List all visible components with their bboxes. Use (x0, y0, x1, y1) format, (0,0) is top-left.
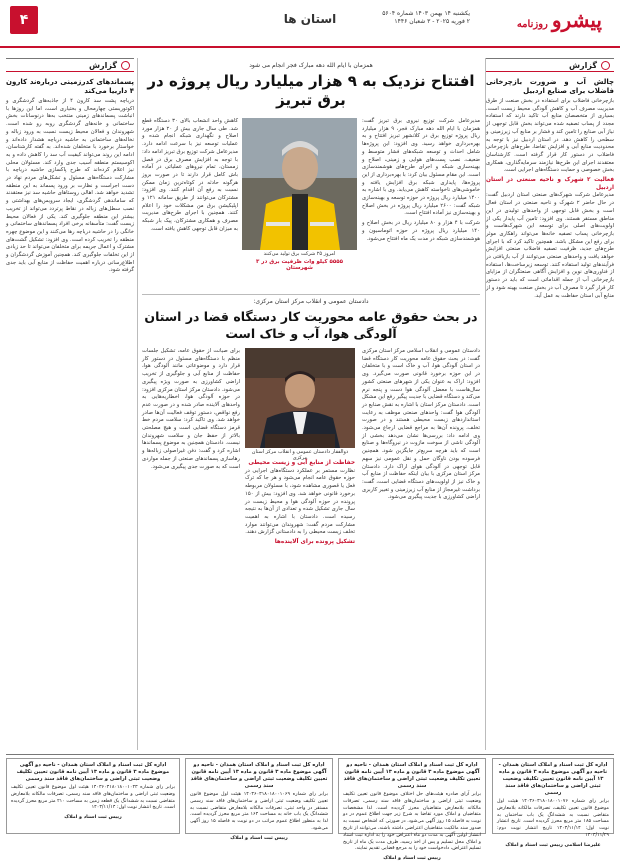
page-number: ۴ (10, 6, 38, 34)
legal-notice-signature: رییس ثبت اسناد و املاک (64, 815, 122, 821)
report-icon (601, 61, 610, 70)
masthead (0, 0, 620, 48)
top-story-body-right (362, 118, 480, 288)
notices-divider (6, 754, 614, 755)
left-column-body: دریاچه پشت سد کارون ۴ از جاذبه‌های گردشگری و اکوتوریستی چهارمحال و بختیاری است، اما این روزها با انباشت پسماندهای زمینی منتخب به‌ها درنوسانات بخش ساختمانی و خانه‌های گردشگری روبه رو شده است. شهروندان و فعالان محیط زیست نسبت به ورود زباله و نخاله‌های ساختمانی به حاشیه دریاچه هشدار داده‌اند و خواستار برخورد با متخلفان شده‌اند. به گفته کارشناسان، ادامه این روند می‌تواند کیفیت آب سد را کاهش داده و به اکوسیستم منطقه آسیب جدی وارد کند. مسئولان محلی نیز اعلام کرده‌اند که طرح پاکسازی حاشیه دریاچه با مشارکت دستگاه‌های مسئول و تشکل‌های مردم نهاد در دست اجراست و نظارت بر ورود پسماند به این منطقه تشدید خواهد شد. اهالی روستاهای حاشیه سد نیز معتقدند که ساماندهی گردشگری، ایجاد سرویس‌های بهداشتی و نصب سطل‌های زباله در نقاط پرتردد می‌تواند از تخریب بیشتر این منطقه جلوگیری کند. یکی از فعالان محیط زیست گفت: متأسفانه برخی افراد پسماندهای ساختمانی و خانگی را در حاشیه دریاچه رها می‌کنند و این موضوع چهره منطقه را تخریب کرده است. وی افزود: تشکیل گشت‌های مشترک و اعمال جریمه برای متخلفان می‌تواند تا حد زیادی از این تخلفات جلوگیری کند. همچنین آموزش گردشگران و اطلاع‌رسانی درباره اهمیت حفاظت از منابع آبی باید جدی گرفته شود. (6, 98, 134, 274)
section-title: استان ها (283, 12, 337, 26)
second-story-headline (142, 308, 480, 342)
column-divider (137, 58, 138, 750)
right-column-body-1: بازچرخانی فاضلاب برای استفاده در بخش صنعت از طرق مدیریت مصرف آب و کاهش آلودگی محیط زیست است. بسیاری از متخصصان منابع آب تاکید دارند که استفاده مجدد از پساب تصفیه شده می‌تواند بخش قابل توجهی از نیاز آبی صنایع را تامین کند و فشار بر منابع آب زیرزمینی و سطحی را کاهش دهد. در استان اردبیل نیز با توجه به محدودیت منابع آبی و افزایش تقاضا، طرح‌های بازچرخانی فاضلاب در دستور کار قرار گرفته است. کارشناسان معتقدند اجرای این طرح‌ها نیازمند سرمایه‌گذاری، همکاری بخش خصوصی و حمایت دستگاه‌های اجرایی است. (486, 98, 614, 174)
issue-date (382, 10, 470, 26)
legal-notice-body: برابر رای شماره ۱۴۰۳۶۰۳۱۸۰۱۸۰۰۱۰۷۶ هیئت اول موضوع قانون تعیین تکلیف، تصرفات مالکانه بلامعارض متقاضی نسبت به ششدانگ یک باب ساختمان به مساحت ۱۸۵ متر مربع محرز گردیده است. تاریخ انتشار نوبت اول: ۱۴۰۳/۱۱/۱۴ تاریخ انتشار نوبت دوم: ۱۴۰۳/۱۱/۲۹ (497, 799, 610, 838)
column-divider (485, 58, 486, 750)
legal-notice-body: برابر رای شماره ۱۴۰۳۶۰۳۱۸۰۱۸۰۰۱۰۴۳ هیئت اول موضوع قانون تعیین تکلیف وضعیت ثبتی اراضی و ساختمان‌های فاقد سند رسمی، تصرفات مالکانه بلامعارض متقاضی نسبت به ششدانگ یک قطعه زمین به مساحت ۲۱۰ متر مربع محرز گردیده است. تاریخ انتشار نوبت اول: ۱۴۰۳/۱۱/۱۴ (11, 785, 175, 811)
left-column-header-label: گزارش (88, 60, 117, 70)
second-story-body-right-text: دادستان عمومی و انقلاب اسلامی مرکز استان مرکزی گفت: در بحث حقوق عامه محوریت کار دستگاه قضا در استان آلودگی هوا، آب و خاک است و با متخلفان در این حوزه برخورد قانونی صورت می‌گیرد. وی افزود: اراک به عنوان یکی از شهرهای صنعتی کشور سال‌هاست با معضل آلودگی هوا دست و پنجه نرم می‌کند و دستگاه قضایی با جدیت پیگیر رفع این مشکل است. دادستان مرکز استان با اشاره به نقش صنایع در آلودگی هوا گفت: واحدهای صنعتی موظف به رعایت استانداردهای زیست محیطی هستند و در صورت تخلف، پرونده آن‌ها به مراجع قضایی ارجاع می‌شود. وی ادامه داد: بررسی‌ها نشان می‌دهد بخشی از آلودگی ناشی از سوخت مازوت در نیروگاه‌ها و صنایع است که باید هرچه سریع‌تر جایگزین شود. همچنین فرسوده بودن ناوگان حمل و نقل عمومی نیز سهم قابل توجهی در آلودگی هوای اراک دارد. دادستان مرکز استان مرکزی با بیان اینکه حفاظت از منابع آب و خاک نیز از اولویت‌های دستگاه قضایی است، گفت: برداشت غیرمجاز از منابع آب زیرزمینی و تغییر کاربری اراضی کشاورزی با جدیت پیگیری می‌شود. (362, 348, 480, 501)
legal-notice-title: اداره کل ثبت اسناد و املاک استان همدان - ناحیه دو آگهی موضوع ماده ۳ قانون و ماده ۱۳ آیین نامه قانون تعیین تکلیف وضعیت ثبتی اراضی و ساختمان‌های فاقد سند رسمی (343, 762, 481, 789)
legal-notice (338, 758, 486, 862)
top-story-body-left (142, 118, 238, 288)
right-column (486, 76, 614, 751)
story-divider (142, 294, 480, 295)
second-story-photo (245, 348, 355, 448)
top-story-body-right-text: مدیرعامل شرکت توزیع نیروی برق تبریز گفت: همزمان با ایام الله دهه مبارک فجر، ۹ هزار میلیارد ریال پروژه توزیع برق در کلانشهر تبریز افتتاح و به بهره‌برداری خواهد رسید. وی افزود: این پروژه‌ها شامل احداث و توسعه شبکه‌های فشار متوسط و ضعیف، نصب پست‌های هوایی و زمینی، اصلاح و بهینه‌سازی شبکه و اجرای طرح‌های هوشمندسازی است. این مقام مسئول بیان کرد: با بهره‌برداری از این پروژه‌ها، پایداری شبکه برق افزایش یافته و خاموشی‌های ناخواسته کاهش می‌یابد. وی با اشاره به ۱۴۰۰ میلیارد ریال پروژه در حوزه توسعه و بهینه‌سازی شبکه گفت: ۲۶۰۰ میلیارد ریال پروژه در بخش اصلاح و بهینه‌سازی نیز آماده افتتاح است. (362, 118, 481, 217)
second-story-body-left (142, 348, 240, 743)
top-story-subhead: ۵۵۵۵ کیلو وات ظرفیت برق در ۳ شهرستان (256, 259, 343, 271)
second-story-body-left-text: برای صیانت از حقوق عامه، تشکیل جلسات منظم با دستگاه‌های مسئول در دستور کار قرار دارد و موضوعاتی مانند آلودگی هوا، حفاظت از منابع آبی و جلوگیری از تخریب اراضی کشاورزی به صورت ویژه پیگیری می‌شود. دادستان مرکز استان مرکزی افزود: در حوزه آلودگی هوا، اخطاریه‌هایی به واحدهای آلاینده صادر شده و در صورت عدم رفع نواقص، دستور توقف فعالیت آن‌ها صادر خواهد شد. وی تاکید کرد: سلامت مردم خط قرمز دستگاه قضایی است و هیچ مصلحتی بالاتر از حفظ جان و سلامت شهروندان نیست. دادستان همچنین به موضوع پسماندها اشاره کرد و گفت: دفن غیراصولی زباله‌ها و رهاسازی پسماندهای صنعتی از جمله مواردی است که به صورت جدی پیگیری می‌شود. (142, 348, 240, 470)
legal-notice-body: برابر آرای صادره هیئت‌های حل اختلاف موضوع قانون تعیین تکلیف وضعیت ثبتی اراضی و ساختمان‌های فاقد سند رسمی، تصرفات مالکانه بلامعارض متقاضیان محرز گردیده است. لذا مشخصات متقاضیان و املاک مورد تقاضا به شرح زیر جهت اطلاع عموم در دو نوبت به فاصله ۱۵ روز آگهی می‌شود. در صورتی که اشخاص نسبت به صدور سند مالکیت متقاضیان اعتراضی داشته باشند، می‌توانند از تاریخ انتشار اولین آگهی به مدت دو ماه اعتراض خود را به اداره ثبت اسناد و املاک محل تسلیم و پس از اخذ رسید، ظرف مدت یک ماه از تاریخ تسلیم اعتراض، دادخواست خود را به مرجع قضایی تقدیم نمایند. (343, 792, 482, 852)
right-column-subhead: فعالیت ۲ شهرک و ناحیه صنعتی در استان اردبیل (486, 177, 614, 191)
legal-notice (6, 758, 180, 834)
second-story-headline-line-1: در بحث حقوق عامه محوریت کار دستگاه قضا در استان (144, 309, 478, 324)
second-story-body-right (362, 348, 480, 743)
legal-notice-title: اداره کل ثبت اسناد و املاک استان همدان - ناحیه دو آگهی موضوع ماده ۳ قانون و ماده ۱۳ آیین نامه قانون تعیین تکلیف وضعیت ثبتی اراضی و ساختمان‌های فاقد سند رسمی (498, 762, 608, 796)
right-column-header-label: گزارش (568, 60, 597, 70)
legal-notice-signature: رییس ثبت اسناد و املاک (383, 856, 441, 862)
top-story-body-right-text-2: شرکت با ۴ هزار و ۸۰ میلیارد ریال در بخش اصلاح و ۱۴۰ میلیارد ریال پروژه در حوزه اتوماسیون و هوشمندسازی شبکه در مدت یک ماه افتتاح می‌شود. (362, 220, 480, 242)
right-column-body-2: مدیرعامل شرکت شهرک‌های صنعتی استان اردبیل گفت: در حال حاضر ۲ شهرک و ناحیه صنعتی در استان فعال است و بخش قابل توجهی از واحدهای تولیدی در این مناطق مستقر هستند. وی افزود: تامین آب پایدار یکی از اولویت‌های اصلی برای توسعه این شهرک‌هاست و بازچرخانی پساب تصفیه خانه‌ها می‌تواند راهکاری موثر برای رفع این مشکل باشد. همچنین تاکید کرد که با اجرای طرح‌های جدید، ظرفیت تصفیه فاضلاب صنعتی افزایش خواهد یافت و واحدهای صنعتی می‌توانند از آب بازیافتی در فرآیندهای تولید استفاده کنند. توسعه زیرساخت‌ها، استفاده از فناوری‌های نوین و افزایش آگاهی صنعتگران از مزایای بازچرخانی آب از جمله اقداماتی است که باید در دستور کار قرار گیرد تا مصرف آب در بخش صنعت بهینه شود و از منابع آبی استان حفاظت به عمل آید. (486, 192, 614, 299)
logo-text: پیشرو (551, 8, 602, 32)
date-line-2: ۲ فوریه ۲۰۲۵ - ۳ شعبان ۱۴۴۶ (394, 18, 470, 25)
top-story-kicker: همزمان با ایام الله دهه مبارک فجر انجام می شود (249, 62, 373, 69)
second-story-subhead-c: تشکیل پرونده برای آلاینده‌ها (274, 539, 355, 546)
top-story-photo (242, 118, 357, 250)
newspaper-logo (517, 8, 602, 32)
right-column-header (486, 58, 614, 72)
legal-notice (492, 758, 614, 848)
report-icon (121, 61, 130, 70)
logo-prefix: روزنامه (516, 19, 548, 30)
legal-notice (185, 758, 333, 841)
second-story-photo-caption: ذوالفقار دادستان عمومی و انقلاب مرکز استان مرکزی (251, 449, 349, 461)
legal-notice-body: برابر رای شماره ۱۴۰۳۶۰۳۱۸۰۱۸۰۰۱۰۶۹ هیئت اول موضوع قانون تعیین تکلیف وضعیت ثبتی اراضی و ساختمان‌های فاقد سند رسمی مستقر در واحد ثبتی، تصرفات مالکانه بلامعارض متقاضی نسبت به ششدانگ یک باب خانه به مساحت ۱۶۴ متر مربع محرز گردیده است. لذا به منظور اطلاع عموم مراتب در دو نوبت به فاصله ۱۵ روز آگهی می‌شود. (190, 792, 329, 831)
right-column-headline: چالش آب و ضرورت بازچرخانی فاضلاب برای صنایع اردبیل (486, 78, 614, 95)
top-story-body-left-text: کاهش واحد انشعاب بالای ۳۰ دستگاه قطع شد. طی سال جاری بیش از ۲۰ هزار مورد اصلاح و نگهداری شبکه انجام شده و عملیات توسعه نیز با سرعت ادامه دارد. مدیرعامل شرکت توزیع برق تبریز ادامه داد: با توجه به افزایش مصرف برق در فصل زمستان، تمام نیروهای عملیاتی در آماده باش کامل قرار دارند تا در صورت بروز هرگونه حادثه در کوتاه‌ترین زمان ممکن نسبت به رفع آن اقدام کنند. وی افزود: مشترکان می‌توانند از طریق سامانه ۱۲۱ و اپلیکیشن برق من مشکلات خود را اعلام کنند. همچنین با اجرای طرح‌های مدیریت مصرف و همکاری مشترکان، پیک بار شبکه به میزان قابل توجهی کاهش یافته است. (142, 118, 238, 232)
man-portrait-icon (242, 118, 357, 250)
legal-notice-title: اداره کل ثبت اسناد و املاک استان همدان - ناحیه دو آگهی موضوع ماده ۳ قانون و ماده ۱۳ آیین نامه قانون تعیین تکلیف وضعیت ثبتی اراضی و ساختمان‌های فاقد سند رسمی (16, 762, 170, 782)
second-story-body-mid (245, 460, 355, 743)
legal-notice-signature: علیرضا اسلامی رییس ثبت اسناد و املاک (505, 842, 601, 848)
date-line-1: یکشنبه ۱۴ بهمن ۱۴۰۳ شماره ۵۶۰۴ (382, 10, 470, 17)
legal-notice-signature: رییس ثبت اسناد و املاک (230, 835, 288, 841)
left-column-header (6, 58, 134, 72)
second-story-headline-line-2: آلودگی هوا، آب و خاک است (225, 326, 397, 341)
second-story-body-mid-text: نظارت مستمر بر عملکرد دستگاه‌های اجرایی در حوزه حقوق عامه انجام می‌شود و هر جا که ترک فعل یا قصوری مشاهده شود، با مسئولان مربوطه برخورد قانونی خواهد شد. وی افزود: بیش از ۱۵۰ پرونده در حوزه آلودگی هوا و محیط زیست در سال جاری تشکیل شده و تعدادی از آن‌ها به نتیجه رسیده است. دادستان با اشاره به اهمیت مشارکت مردم گفت: شهروندان می‌توانند موارد تخلف زیست محیطی را به دادستانی گزارش دهند. (245, 467, 355, 536)
second-story-kicker: دادستان عمومی و انقلاب مرکز استان مرکزی: (253, 298, 369, 305)
left-column-headline: پسماندهای کدرزمینی درباره‌ند کارون ۴ داربیا می‌کند (6, 78, 134, 95)
top-story-caption: امروز ۲۵ شرکت برق تولید می‌کنند (263, 251, 336, 257)
prosecutor-portrait-icon (245, 348, 355, 448)
legal-notice-title: اداره کل ثبت اسناد و املاک استان همدان - ناحیه دو آگهی موضوع ماده ۳ قانون و ماده ۱۳ آیین نامه قانون تعیین تکلیف وضعیت ثبتی اراضی و ساختمان‌های فاقد سند رسمی (190, 762, 328, 789)
second-story-subhead-b: حفاظت از منابع آبی و زیست محیطی (248, 460, 355, 466)
left-column (6, 76, 134, 750)
top-story-headline: افتتاح نزدیک به ۹ هزار میلیارد ریال پروژه در برق تبریز (147, 72, 475, 109)
